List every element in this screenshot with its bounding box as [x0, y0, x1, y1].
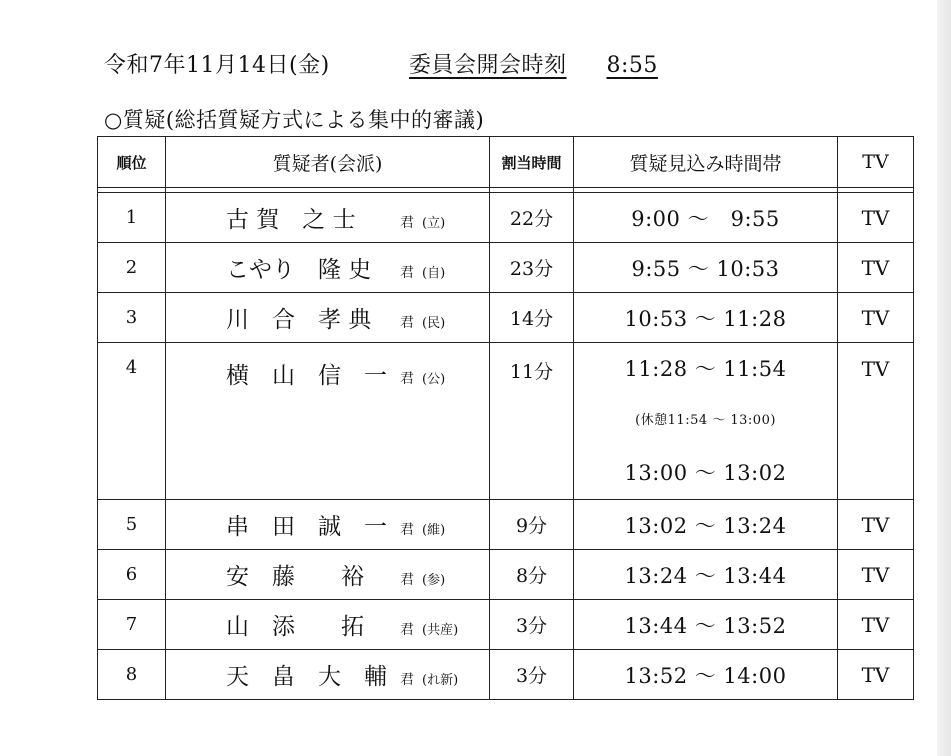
- party-label: (参): [422, 573, 446, 588]
- party-label: (民): [422, 316, 446, 331]
- table-row: [98, 293, 914, 343]
- section-title: ○質疑(総括質疑方式による集中的審議): [104, 108, 485, 132]
- session-label: 委員会開会時刻: [409, 53, 567, 78]
- col-header-allocated-time: 割当時間: [490, 137, 574, 188]
- questioner-cell: [166, 600, 490, 650]
- col-header-time-slot: 質疑見込み時間帯: [574, 137, 838, 188]
- questioning-schedule-table: [97, 136, 914, 700]
- time-slot-cell: [574, 343, 838, 500]
- questioner-name: 古 賀 之 士: [226, 207, 356, 233]
- col-header-questioner: 質疑者(会派): [166, 137, 490, 188]
- questioner-cell: [166, 550, 490, 600]
- allocated-time: 11分: [490, 343, 574, 500]
- time-slot: 13:24 ～ 13:44: [574, 550, 838, 600]
- tv-broadcast: TV: [838, 243, 914, 293]
- time-slot-block: [574, 343, 837, 499]
- allocated-time: 8分: [490, 550, 574, 600]
- table-row: [98, 500, 914, 550]
- recess-note: (休憩11:54 ～ 13:00): [635, 413, 776, 428]
- document-header: [104, 48, 658, 79]
- rank-cell: 4: [98, 343, 166, 500]
- time-slot-resumed: 13:00 ～ 13:02: [624, 461, 787, 485]
- party-label: (自): [422, 266, 446, 281]
- tv-broadcast: TV: [838, 500, 914, 550]
- questioner-name: 串 田 誠 一: [226, 514, 387, 540]
- allocated-time: 3分: [490, 650, 574, 700]
- questioner-name: 安 藤 裕: [226, 564, 364, 590]
- tv-broadcast: TV: [838, 293, 914, 343]
- table-row: [98, 550, 914, 600]
- table-header-row: [98, 137, 914, 188]
- honorific: 君: [400, 622, 414, 638]
- tv-broadcast: TV: [838, 550, 914, 600]
- questioner-name: 天 畠 大 輔: [226, 664, 387, 690]
- questioner-cell: [166, 293, 490, 343]
- time-slot: 13:44 ～ 13:52: [574, 600, 838, 650]
- session-time: 8:55: [606, 53, 658, 78]
- col-header-tv: TV: [838, 137, 914, 188]
- tv-broadcast: TV: [838, 193, 914, 243]
- time-slot: 9:00 ～ 9:55: [574, 193, 838, 243]
- time-slot: 11:28 ～ 11:54: [624, 357, 787, 381]
- honorific: 君: [400, 265, 414, 281]
- rank-cell: 2: [98, 243, 166, 293]
- questioner-name: 川 合 孝 典: [226, 307, 372, 333]
- allocated-time: 9分: [490, 500, 574, 550]
- allocated-time: 3分: [490, 600, 574, 650]
- meeting-date: 令和7年11月14日(金): [104, 53, 330, 78]
- tv-broadcast: TV: [838, 650, 914, 700]
- table-row: [98, 600, 914, 650]
- questioner-cell: [166, 500, 490, 550]
- questioner-cell: [166, 193, 490, 243]
- honorific: 君: [400, 572, 414, 588]
- questioner-name: 山 添 拓: [226, 614, 364, 640]
- questioner-name: 横 山 信 一: [226, 363, 387, 389]
- session-open-time: [409, 48, 658, 79]
- party-label: (立): [422, 216, 446, 231]
- table-row: [98, 650, 914, 700]
- questioner-cell: [166, 343, 490, 500]
- party-label: (共産): [422, 623, 459, 638]
- time-slot: 10:53 ～ 11:28: [574, 293, 838, 343]
- party-label: (れ新): [422, 673, 459, 688]
- honorific: 君: [400, 315, 414, 331]
- rank-cell: 5: [98, 500, 166, 550]
- page-edge: [937, 0, 951, 756]
- rank-cell: 8: [98, 650, 166, 700]
- rank-cell: 6: [98, 550, 166, 600]
- questioner-cell: [166, 243, 490, 293]
- time-slot: 13:52 ～ 14:00: [574, 650, 838, 700]
- questioner-name: こやり 隆 史: [226, 257, 372, 283]
- questioner-cell: [166, 650, 490, 700]
- rank-cell: 3: [98, 293, 166, 343]
- allocated-time: 22分: [490, 193, 574, 243]
- allocated-time: 14分: [490, 293, 574, 343]
- time-slot: 13:02 ～ 13:24: [574, 500, 838, 550]
- col-header-rank: 順位: [98, 137, 166, 188]
- table-row: [98, 343, 914, 500]
- rank-cell: 1: [98, 193, 166, 243]
- honorific: 君: [400, 215, 414, 231]
- table-row: [98, 193, 914, 243]
- honorific: 君: [400, 522, 414, 538]
- honorific: 君: [400, 672, 414, 688]
- time-slot: 9:55 ～ 10:53: [574, 243, 838, 293]
- honorific: 君: [400, 371, 414, 387]
- tv-broadcast: TV: [838, 600, 914, 650]
- table-row: [98, 243, 914, 293]
- allocated-time: 23分: [490, 243, 574, 293]
- party-label: (公): [422, 372, 446, 387]
- rank-cell: 7: [98, 600, 166, 650]
- party-label: (維): [422, 523, 446, 538]
- tv-broadcast: TV: [838, 343, 914, 500]
